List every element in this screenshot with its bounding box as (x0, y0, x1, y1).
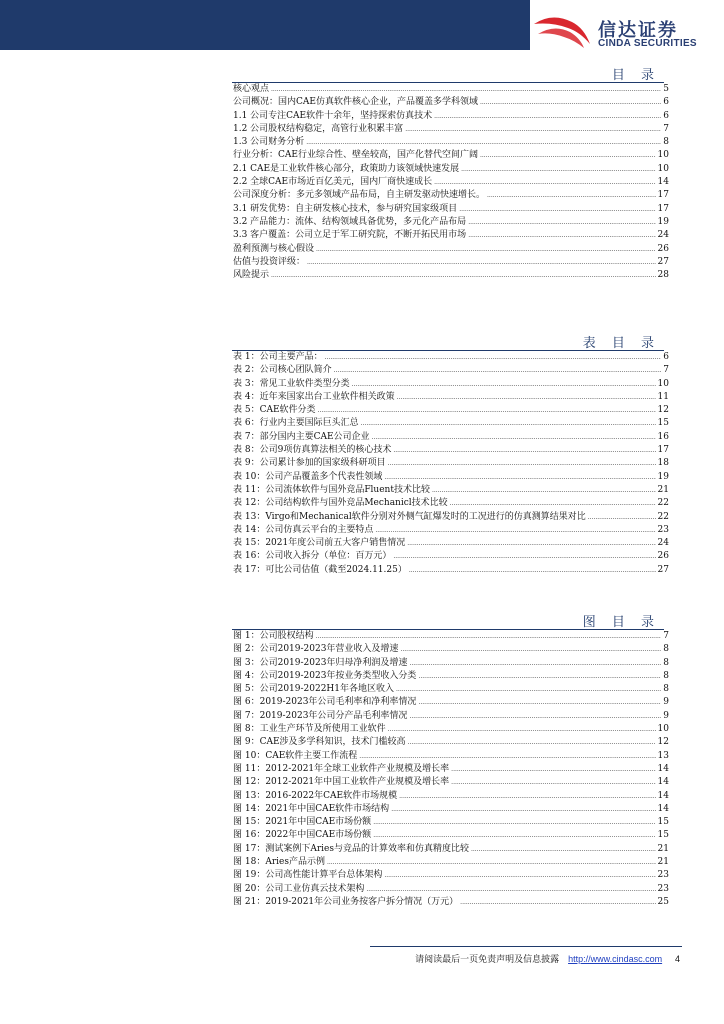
logo-swoosh-icon (532, 14, 592, 50)
figure-entry[interactable] (233, 683, 669, 696)
table-entry-page: 24 (657, 538, 669, 549)
table-entry-title: 表 9：公司累计参加的国家级科研项目 (233, 458, 386, 469)
figure-entry-title: 图 17：测试案例下Aries与竞品的计算效率和仿真精度比较 (233, 843, 469, 854)
figure-entry[interactable] (233, 896, 669, 909)
figure-entry-page: 14 (657, 777, 669, 788)
dot-leader (271, 269, 656, 282)
figure-entry-title: 图 2：公司2019-2023年营业收入及增速 (233, 644, 399, 655)
dot-leader (307, 256, 656, 269)
dot-leader (451, 763, 655, 776)
toc-entry-page: 10 (657, 150, 669, 161)
figure-entry[interactable] (233, 643, 669, 656)
figure-entry-page: 10 (657, 724, 669, 735)
figure-entry[interactable] (233, 883, 669, 896)
header-bar (0, 0, 530, 50)
dot-leader (397, 391, 656, 404)
toc-entry-title: 2.1 CAE是工业软件核心部分，政策助力该领域快速发展 (233, 163, 460, 174)
figures-list (233, 630, 669, 909)
figure-entry[interactable] (233, 816, 669, 829)
table-entry-title: 表 5：CAE软件分类 (233, 405, 316, 416)
dot-leader (405, 123, 661, 136)
figure-entry-page: 15 (657, 817, 669, 828)
dot-leader (384, 471, 655, 484)
table-entry[interactable] (233, 471, 669, 484)
table-entry-page: 10 (657, 378, 669, 389)
table-entry-title: 表 4：近年来国家出台工业软件相关政策 (233, 391, 395, 402)
dot-leader (372, 431, 656, 444)
footer-website-link[interactable]: http://www.cindasc.com (568, 954, 663, 964)
table-entry-page: 11 (657, 391, 669, 402)
toc-entry[interactable] (233, 163, 669, 176)
dot-leader (399, 790, 655, 803)
dot-leader (391, 803, 655, 816)
toc-entry[interactable] (233, 243, 669, 256)
figure-entry[interactable] (233, 763, 669, 776)
table-entry-title: 表 1：公司主要产品： (233, 352, 323, 362)
figure-entry[interactable] (233, 776, 669, 789)
figure-entry[interactable] (233, 670, 669, 683)
toc-entry[interactable] (233, 256, 669, 269)
tables-list (233, 351, 669, 577)
table-entry-page: 21 (657, 484, 669, 495)
table-entry-title: 表 11：公司流体软件与国外竞品Fluent技术比较 (233, 484, 430, 495)
dot-leader (271, 83, 661, 96)
toc-entry-title: 公司概况：国内CAE仿真软件核心企业，产品覆盖多学科领域 (233, 97, 478, 108)
figure-entry-title: 图 11：2012-2021年全球工业软件产业规模及增长率 (233, 763, 450, 774)
toc-entry-title: 1.1 公司专注CAE软件十余年，坚持探索仿真技术 (233, 110, 433, 121)
dot-leader (408, 736, 656, 749)
dot-leader (461, 163, 655, 176)
toc-entry-page: 19 (657, 216, 669, 227)
figure-entry-title: 图 18：Aries产品示例 (233, 857, 325, 868)
figure-entry-title: 图 8：工业生产环节及所使用工业软件 (233, 724, 386, 735)
table-entry-title: 表 3：常见工业软件类型分类 (233, 378, 350, 389)
dot-leader (388, 723, 656, 736)
logo-en-text: CINDA SECURITIES (598, 38, 697, 49)
figure-entry-title: 图 12：2012-2021年中国工业软件产业规模及增长率 (233, 777, 450, 788)
toc-entry-page: 17 (657, 203, 669, 214)
footer-disclaimer: 请阅读最后一页免责声明及信息披露 (415, 955, 560, 965)
dot-leader (375, 524, 655, 537)
table-entry-title: 表 2：公司核心团队简介 (233, 365, 332, 376)
dot-leader (327, 856, 656, 869)
dot-leader (306, 136, 661, 149)
dot-leader (468, 229, 655, 242)
dot-leader (480, 96, 661, 109)
toc-entry-title: 3.2 产品能力：流体、结构领域具备优势，多元化产品布局 (233, 216, 467, 227)
toc-entry-title: 核心观点 (233, 84, 270, 94)
dot-leader (334, 364, 662, 377)
table-entry[interactable] (233, 484, 669, 497)
toc-entry[interactable] (233, 176, 669, 189)
toc-entry-page: 27 (657, 256, 669, 267)
figure-entry-page: 14 (657, 803, 669, 814)
figure-entry-title: 图 4：公司2019-2023年按业务类型收入分类 (233, 670, 417, 681)
dot-leader (451, 776, 655, 789)
table-entry[interactable] (233, 417, 669, 430)
page-number: 4 (674, 954, 680, 964)
dot-leader (388, 457, 656, 470)
table-entry[interactable] (233, 431, 669, 444)
table-entry[interactable] (233, 364, 669, 377)
dot-leader (418, 670, 661, 683)
toc-entry[interactable] (233, 229, 669, 242)
table-entry-title: 表 15：2021年度公司前五大客户销售情况 (233, 538, 406, 549)
table-entry[interactable] (233, 537, 669, 550)
toc-entry-title: 1.3 公司财务分析 (233, 137, 305, 148)
figure-entry[interactable] (233, 869, 669, 882)
footer-rule (370, 946, 682, 947)
table-entry-page: 18 (657, 458, 669, 469)
table-entry[interactable] (233, 444, 669, 457)
dot-leader (316, 243, 656, 256)
table-entry-page: 27 (657, 564, 669, 575)
table-entry-title: 表 6：行业内主要国际巨头汇总 (233, 418, 359, 429)
figure-entry-page: 14 (657, 790, 669, 801)
figure-entry-title: 图 15：2021年中国CAE市场份额 (233, 817, 372, 828)
dot-leader (480, 149, 656, 162)
figure-entry[interactable] (233, 736, 669, 749)
dot-leader (366, 883, 655, 896)
figure-entry[interactable] (233, 750, 669, 763)
toc-entry-title: 行业分析：CAE行业综合性、壁垒较高，国产化替代空间广阔 (233, 150, 478, 161)
table-entry-page: 26 (657, 551, 669, 562)
table-entry-title: 表 10：公司产品覆盖多个代表性领域 (233, 471, 383, 482)
figure-entry-title: 图 3：公司2019-2023年归母净利润及增速 (233, 657, 408, 668)
table-entry[interactable] (233, 524, 669, 537)
table-entry[interactable] (233, 550, 669, 563)
dot-leader (318, 404, 656, 417)
figure-entry[interactable] (233, 803, 669, 816)
toc-entry[interactable] (233, 216, 669, 229)
figure-entry-page: 23 (657, 883, 669, 894)
figure-entry-page: 14 (657, 763, 669, 774)
figure-entry-page: 21 (657, 857, 669, 868)
figure-entry[interactable] (233, 843, 669, 856)
toc-entry-page: 5 (663, 84, 669, 94)
toc-entry[interactable] (233, 149, 669, 162)
figure-entry-page: 12 (657, 737, 669, 748)
figure-entry[interactable] (233, 657, 669, 670)
dot-leader (450, 497, 656, 510)
table-entry-page: 16 (657, 431, 669, 442)
figure-entry-title: 图 7：2019-2023年公司分产品毛利率情况 (233, 710, 408, 721)
toc-entry-page: 7 (663, 123, 669, 134)
dot-leader (396, 683, 661, 696)
dot-leader (316, 630, 662, 643)
dot-leader (432, 484, 656, 497)
dot-leader (384, 869, 655, 882)
table-entry-page: 15 (657, 418, 669, 429)
table-entry-page: 22 (657, 498, 669, 509)
table-entry-title: 表 7：部分国内主要CAE公司企业 (233, 431, 370, 442)
toc-entry-page: 6 (663, 110, 669, 121)
figure-entry-title: 图 5：公司2019-2022H1年各地区收入 (233, 684, 395, 695)
figure-entry-title: 图 1：公司股权结构 (233, 631, 314, 641)
toc-entry[interactable] (233, 189, 669, 202)
figure-entry[interactable] (233, 696, 669, 709)
table-entry-title: 表 12：公司结构软件与国外竞品Mechanicl技术比较 (233, 498, 448, 509)
figure-entry-page: 7 (663, 631, 669, 641)
figure-entry[interactable] (233, 630, 669, 643)
table-entry-title: 表 14：公司仿真云平台的主要特点 (233, 524, 374, 535)
toc-entry[interactable] (233, 203, 669, 216)
figure-entry[interactable] (233, 710, 669, 723)
dot-leader (407, 537, 655, 550)
figure-entry-page: 8 (663, 644, 669, 655)
dot-leader (400, 643, 661, 656)
figure-entry-title: 图 16：2022年中国CAE市场份额 (233, 830, 372, 841)
toc-entry-title: 3.3 客户覆盖：公司立足于军工研究院，不断开拓民用市场 (233, 230, 467, 241)
dot-leader (393, 550, 655, 563)
footer (250, 952, 680, 965)
dot-leader (487, 189, 656, 202)
toc-entry-page: 14 (657, 177, 669, 188)
toc-entry[interactable] (233, 269, 669, 282)
table-entry-page: 12 (657, 405, 669, 416)
dot-leader (468, 216, 655, 229)
dot-leader (359, 750, 655, 763)
toc-entry[interactable] (233, 110, 669, 123)
table-entry-title: 表 16：公司收入拆分（单位：百万元） (233, 551, 392, 562)
dot-leader (418, 696, 661, 709)
table-entry[interactable] (233, 404, 669, 417)
company-logo (532, 14, 702, 50)
toc-entry-title: 3.1 研发优势：自主研发核心技术，参与研究国家级项目 (233, 203, 458, 214)
toc-entry-title: 盈利预测与核心假设 (233, 243, 315, 254)
table-entry-page: 19 (657, 471, 669, 482)
figure-entry-page: 21 (657, 843, 669, 854)
figure-entry[interactable] (233, 829, 669, 842)
toc-entry-page: 8 (663, 137, 669, 148)
figures-title: 图 目 录 (582, 615, 660, 630)
dot-leader (459, 203, 655, 216)
toc-entry-title: 公司深度分析：多元多领域产品布局，自主研发驱动快速增长。 (233, 190, 486, 201)
table-entry-page: 6 (663, 352, 669, 362)
dot-leader (409, 710, 661, 723)
dot-leader (373, 816, 655, 829)
table-entry[interactable] (233, 497, 669, 510)
dot-leader (434, 110, 661, 123)
table-entry-page: 17 (657, 445, 669, 456)
toc-entry-title: 估值与投资评级： (233, 256, 306, 267)
table-entry[interactable] (233, 391, 669, 404)
dot-leader (393, 444, 655, 457)
toc-entry-page: 26 (657, 243, 669, 254)
figure-entry-page: 13 (657, 750, 669, 761)
dot-leader (460, 896, 655, 909)
table-entry-title: 表 8：公司9项仿真算法相关的核心技术 (233, 445, 392, 456)
table-entry-page: 23 (657, 524, 669, 535)
figure-entry-title: 图 20：公司工业仿真云技术架构 (233, 883, 365, 894)
figure-entry-title: 图 6：2019-2023年公司毛利率和净利率情况 (233, 697, 417, 708)
toc-entry[interactable] (233, 136, 669, 149)
toc-entry[interactable] (233, 83, 669, 96)
figure-entry-title: 图 13：2016-2022年CAE软件市场规模 (233, 790, 398, 801)
table-entry[interactable] (233, 511, 669, 524)
toc-entry-title: 2.2 全球CAE市场近百亿美元，国内厂商快速成长 (233, 177, 433, 188)
toc-entry-page: 6 (663, 97, 669, 108)
toc-entry[interactable] (233, 96, 669, 109)
figure-entry-title: 图 14：2021年中国CAE软件市场结构 (233, 803, 390, 814)
table-entry[interactable] (233, 564, 669, 577)
table-entry[interactable] (233, 351, 669, 364)
figure-entry-title: 图 21：2019-2021年公司业务按客户拆分情况（万元） (233, 896, 459, 907)
figure-entry-page: 25 (657, 896, 669, 907)
table-entry-title: 表 17：可比公司估值（截至2024.11.25） (233, 564, 407, 575)
figure-entry-page: 23 (657, 870, 669, 881)
dot-leader (409, 564, 656, 577)
tables-title: 表 目 录 (582, 336, 660, 351)
figure-entry-title: 图 10：CAE软件主要工作流程 (233, 750, 358, 761)
toc-entry-page: 10 (657, 163, 669, 174)
dot-leader (588, 511, 656, 524)
toc-list (233, 83, 669, 282)
figure-entry-page: 9 (663, 710, 669, 721)
table-entry-page: 22 (657, 511, 669, 522)
dot-leader (352, 378, 656, 391)
figure-entry-page: 8 (663, 670, 669, 681)
toc-entry-title: 风险提示 (233, 270, 270, 281)
figure-entry-title: 图 19：公司高性能计算平台总体架构 (233, 870, 383, 881)
figure-entry-page: 8 (663, 684, 669, 695)
figure-entry-page: 15 (657, 830, 669, 841)
toc-entry[interactable] (233, 123, 669, 136)
logo-cn-text: 信达证券 (598, 20, 678, 41)
toc-entry-page: 28 (657, 270, 669, 281)
toc-title: 目 录 (611, 68, 660, 83)
figure-entry[interactable] (233, 723, 669, 736)
toc-entry-page: 24 (657, 230, 669, 241)
dot-leader (373, 829, 655, 842)
table-entry-title: 表 13：Virgo和Mechanical软件分别对外侧气缸爆发时的工况进行的仿真测算结果对比 (233, 511, 586, 522)
figure-entry-page: 8 (663, 657, 669, 668)
dot-leader (471, 843, 656, 856)
dot-leader (409, 657, 661, 670)
table-entry[interactable] (233, 378, 669, 391)
dot-leader (361, 417, 656, 430)
figure-entry[interactable] (233, 790, 669, 803)
figure-entry-title: 图 9：CAE涉及多学科知识，技术门槛较高 (233, 737, 406, 748)
figure-entry[interactable] (233, 856, 669, 869)
dot-leader (325, 351, 662, 364)
toc-entry-page: 17 (657, 190, 669, 201)
dot-leader (434, 176, 655, 189)
table-entry[interactable] (233, 457, 669, 470)
table-entry-page: 7 (663, 365, 669, 376)
figure-entry-page: 9 (663, 697, 669, 708)
toc-entry-title: 1.2 公司股权结构稳定，高管行业积累丰富 (233, 123, 404, 134)
